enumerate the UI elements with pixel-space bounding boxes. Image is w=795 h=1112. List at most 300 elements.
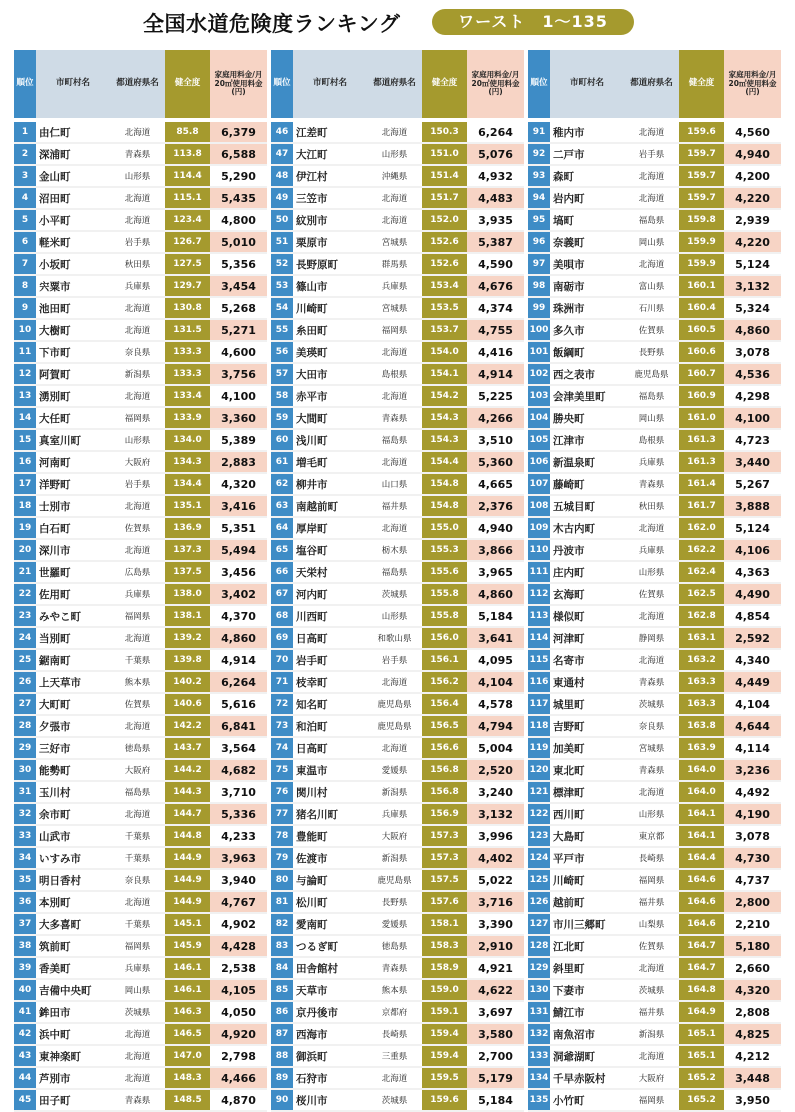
score-cell: 160.5	[679, 320, 724, 342]
score-cell: 162.8	[679, 606, 724, 628]
rank-cell: 64	[271, 518, 293, 540]
prefecture-cell: 北海道	[624, 188, 679, 210]
score-cell: 126.7	[165, 232, 210, 254]
prefecture-cell: 石川県	[624, 298, 679, 320]
fee-cell: 5,124	[724, 254, 781, 276]
prefecture-cell: 山形県	[367, 144, 422, 166]
table-row	[271, 474, 524, 496]
rank-cell: 38	[14, 936, 36, 958]
fee-cell: 2,883	[210, 452, 267, 474]
rank-cell: 116	[528, 672, 550, 694]
rank-cell: 39	[14, 958, 36, 980]
score-cell: 160.1	[679, 276, 724, 298]
city-cell: 香美町	[36, 958, 110, 980]
prefecture-cell: 北海道	[110, 122, 165, 144]
rank-cell: 60	[271, 430, 293, 452]
table-row	[528, 364, 781, 386]
city-cell: 日高町	[293, 738, 367, 760]
table-row	[528, 826, 781, 848]
score-cell: 155.8	[422, 584, 467, 606]
prefecture-cell: 栃木県	[367, 540, 422, 562]
table-row	[528, 276, 781, 298]
score-cell: 156.6	[422, 738, 467, 760]
fee-cell: 2,939	[724, 210, 781, 232]
table-row	[14, 452, 267, 474]
prefecture-cell: 静岡県	[624, 628, 679, 650]
prefecture-cell: 北海道	[367, 452, 422, 474]
prefecture-cell: 兵庫県	[110, 958, 165, 980]
rank-cell: 91	[528, 122, 550, 144]
prefecture-cell: 北海道	[110, 210, 165, 232]
prefecture-cell: 北海道	[367, 342, 422, 364]
table-row	[528, 540, 781, 562]
score-cell: 114.4	[165, 166, 210, 188]
fee-cell: 3,697	[467, 1002, 524, 1024]
prefecture-cell: 福井県	[367, 496, 422, 518]
score-cell: 157.5	[422, 870, 467, 892]
rank-cell: 84	[271, 958, 293, 980]
rank-cell: 108	[528, 496, 550, 518]
prefecture-cell: 山形県	[624, 804, 679, 826]
fee-cell: 4,298	[724, 386, 781, 408]
fee-cell: 4,320	[724, 980, 781, 1002]
rank-cell: 2	[14, 144, 36, 166]
prefecture-cell: 岩手県	[110, 474, 165, 496]
table-row	[271, 606, 524, 628]
rank-cell: 103	[528, 386, 550, 408]
score-cell: 159.0	[422, 980, 467, 1002]
rank-cell: 50	[271, 210, 293, 232]
prefecture-cell: 福島県	[367, 562, 422, 584]
table-row	[14, 518, 267, 540]
table-row	[528, 694, 781, 716]
table-row	[14, 496, 267, 518]
score-cell: 142.2	[165, 716, 210, 738]
rank-cell: 3	[14, 166, 36, 188]
fee-cell: 3,236	[724, 760, 781, 782]
score-cell: 156.1	[422, 650, 467, 672]
score-cell: 113.8	[165, 144, 210, 166]
city-cell: 大町町	[36, 694, 110, 716]
prefecture-cell: 福岡県	[367, 320, 422, 342]
prefecture-cell: 茨城県	[624, 694, 679, 716]
rank-cell: 5	[14, 210, 36, 232]
fee-cell: 4,794	[467, 716, 524, 738]
fee-cell: 2,808	[724, 1002, 781, 1024]
score-cell: 140.6	[165, 694, 210, 716]
rank-cell: 101	[528, 342, 550, 364]
rank-cell: 114	[528, 628, 550, 650]
city-cell: 森町	[550, 166, 624, 188]
table-row	[14, 430, 267, 452]
prefecture-cell: 山梨県	[624, 914, 679, 936]
table-row	[271, 452, 524, 474]
score-cell: 152.0	[422, 210, 467, 232]
city-cell: 当別町	[36, 628, 110, 650]
table-row	[528, 562, 781, 584]
fee-cell: 3,716	[467, 892, 524, 914]
city-cell: 小平町	[36, 210, 110, 232]
rank-cell: 98	[528, 276, 550, 298]
rank-cell: 33	[14, 826, 36, 848]
fee-cell: 4,106	[724, 540, 781, 562]
table-row	[271, 518, 524, 540]
rank-cell: 107	[528, 474, 550, 496]
city-cell: 深浦町	[36, 144, 110, 166]
score-cell: 137.3	[165, 540, 210, 562]
score-cell: 152.6	[422, 232, 467, 254]
table-row	[528, 892, 781, 914]
prefecture-cell: 山形県	[367, 606, 422, 628]
fee-cell: 3,866	[467, 540, 524, 562]
rank-cell: 68	[271, 606, 293, 628]
rank-cell: 52	[271, 254, 293, 276]
table-row	[271, 694, 524, 716]
score-cell: 138.0	[165, 584, 210, 606]
table-row	[14, 848, 267, 870]
table-row	[271, 408, 524, 430]
prefecture-cell: 福岡県	[110, 936, 165, 958]
fee-cell: 3,402	[210, 584, 267, 606]
city-cell: 西川町	[550, 804, 624, 826]
prefecture-cell: 愛媛県	[367, 914, 422, 936]
city-cell: 和泊町	[293, 716, 367, 738]
fee-cell: 4,560	[724, 122, 781, 144]
table-row	[528, 760, 781, 782]
score-cell: 152.6	[422, 254, 467, 276]
table-row	[271, 496, 524, 518]
table-row	[14, 474, 267, 496]
fee-cell: 5,389	[210, 430, 267, 452]
rank-cell: 21	[14, 562, 36, 584]
table-row	[528, 870, 781, 892]
ranking-panel-2	[271, 50, 524, 1112]
table-row	[528, 496, 781, 518]
fee-cell: 3,996	[467, 826, 524, 848]
prefecture-cell: 北海道	[367, 738, 422, 760]
score-cell: 144.9	[165, 892, 210, 914]
rank-cell: 126	[528, 892, 550, 914]
fee-cell: 4,100	[210, 386, 267, 408]
city-cell: 五城目町	[550, 496, 624, 518]
prefecture-cell: 兵庫県	[110, 276, 165, 298]
score-cell: 133.3	[165, 364, 210, 386]
prefecture-cell: 岩手県	[367, 650, 422, 672]
rank-cell: 18	[14, 496, 36, 518]
prefecture-cell: 島根県	[367, 364, 422, 386]
fee-cell: 4,363	[724, 562, 781, 584]
table-row	[14, 650, 267, 672]
score-cell: 164.6	[679, 892, 724, 914]
score-cell: 158.1	[422, 914, 467, 936]
rank-cell: 76	[271, 782, 293, 804]
prefecture-cell: 千葉県	[110, 826, 165, 848]
fee-cell: 2,376	[467, 496, 524, 518]
score-cell: 134.3	[165, 452, 210, 474]
fee-cell: 4,755	[467, 320, 524, 342]
city-cell: 厚岸町	[293, 518, 367, 540]
city-cell: 庄内町	[550, 562, 624, 584]
prefecture-cell: 福岡県	[624, 1090, 679, 1112]
city-cell: 豊能町	[293, 826, 367, 848]
score-cell: 164.1	[679, 826, 724, 848]
table-row	[528, 914, 781, 936]
score-cell: 156.9	[422, 804, 467, 826]
score-cell: 154.2	[422, 386, 467, 408]
table-row	[271, 980, 524, 1002]
table-row	[528, 804, 781, 826]
fee-cell: 5,324	[724, 298, 781, 320]
prefecture-cell: 千葉県	[110, 650, 165, 672]
score-cell: 162.4	[679, 562, 724, 584]
rank-cell: 77	[271, 804, 293, 826]
score-cell: 160.4	[679, 298, 724, 320]
fee-cell: 2,538	[210, 958, 267, 980]
city-cell: 伊江村	[293, 166, 367, 188]
city-cell: 軽米町	[36, 232, 110, 254]
prefecture-cell: 島根県	[624, 430, 679, 452]
rank-cell: 44	[14, 1068, 36, 1090]
score-cell: 157.3	[422, 848, 467, 870]
table-row	[528, 386, 781, 408]
prefecture-cell: 北海道	[110, 496, 165, 518]
table-row	[14, 1046, 267, 1068]
table-row	[271, 122, 524, 144]
fee-cell: 4,860	[210, 628, 267, 650]
city-cell: 芦別市	[36, 1068, 110, 1090]
score-cell: 165.1	[679, 1046, 724, 1068]
prefecture-cell: 青森県	[110, 144, 165, 166]
prefecture-cell: 兵庫県	[110, 584, 165, 606]
score-cell: 162.5	[679, 584, 724, 606]
city-cell: 美瑛町	[293, 342, 367, 364]
table-row	[271, 144, 524, 166]
fee-cell: 4,220	[724, 188, 781, 210]
city-cell: 鋸南町	[36, 650, 110, 672]
city-cell: 吉備中央町	[36, 980, 110, 1002]
city-cell: 石狩市	[293, 1068, 367, 1090]
fee-cell: 4,266	[467, 408, 524, 430]
rank-cell: 12	[14, 364, 36, 386]
rank-cell: 125	[528, 870, 550, 892]
prefecture-cell: 青森県	[624, 474, 679, 496]
city-cell: 城里町	[550, 694, 624, 716]
score-cell: 154.1	[422, 364, 467, 386]
prefecture-cell: 佐賀県	[624, 320, 679, 342]
rank-cell: 27	[14, 694, 36, 716]
prefecture-cell: 北海道	[367, 386, 422, 408]
city-cell: 天草市	[293, 980, 367, 1002]
score-cell: 143.7	[165, 738, 210, 760]
city-cell: 天栄村	[293, 562, 367, 584]
city-cell: 夕張市	[36, 716, 110, 738]
fee-cell: 3,710	[210, 782, 267, 804]
prefecture-cell: 大阪府	[624, 1068, 679, 1090]
fee-cell: 4,200	[724, 166, 781, 188]
rank-cell: 67	[271, 584, 293, 606]
city-cell: 川崎町	[293, 298, 367, 320]
city-cell: 関川村	[293, 782, 367, 804]
prefecture-cell: 山口県	[367, 474, 422, 496]
city-cell: 紋別市	[293, 210, 367, 232]
prefecture-cell: 佐賀県	[624, 936, 679, 958]
city-cell: つるぎ町	[293, 936, 367, 958]
fee-header: 家庭用料金/月20㎥使用料金(円)	[724, 50, 781, 122]
table-row	[14, 342, 267, 364]
rank-cell: 79	[271, 848, 293, 870]
city-cell: 明日香村	[36, 870, 110, 892]
table-row	[528, 1068, 781, 1090]
rank-cell: 110	[528, 540, 550, 562]
score-cell: 144.3	[165, 782, 210, 804]
city-cell: 珠洲市	[550, 298, 624, 320]
rank-cell: 122	[528, 804, 550, 826]
prefecture-cell: 千葉県	[110, 914, 165, 936]
rank-cell: 61	[271, 452, 293, 474]
table-row	[528, 232, 781, 254]
city-cell: 大任町	[36, 408, 110, 430]
city-cell: 東通村	[550, 672, 624, 694]
table-row	[528, 518, 781, 540]
score-cell: 137.5	[165, 562, 210, 584]
table-row	[271, 342, 524, 364]
rank-cell: 45	[14, 1090, 36, 1112]
city-cell: 知名町	[293, 694, 367, 716]
score-cell: 148.3	[165, 1068, 210, 1090]
table-row	[271, 738, 524, 760]
score-cell: 131.5	[165, 320, 210, 342]
score-cell: 138.1	[165, 606, 210, 628]
score-cell: 144.9	[165, 848, 210, 870]
score-header: 健全度	[165, 50, 210, 122]
rank-cell: 58	[271, 386, 293, 408]
rank-cell: 117	[528, 694, 550, 716]
fee-cell: 4,940	[724, 144, 781, 166]
rank-cell: 95	[528, 210, 550, 232]
score-cell: 144.2	[165, 760, 210, 782]
fee-cell: 2,210	[724, 914, 781, 936]
fee-cell: 4,340	[724, 650, 781, 672]
rank-cell: 9	[14, 298, 36, 320]
fee-cell: 3,448	[724, 1068, 781, 1090]
fee-cell: 4,095	[467, 650, 524, 672]
score-cell: 130.8	[165, 298, 210, 320]
prefecture-cell: 青森県	[367, 408, 422, 430]
fee-cell: 4,220	[724, 232, 781, 254]
table-row	[528, 606, 781, 628]
score-cell: 162.2	[679, 540, 724, 562]
table-row	[271, 584, 524, 606]
city-cell: 赤平市	[293, 386, 367, 408]
table-row	[14, 760, 267, 782]
score-cell: 160.7	[679, 364, 724, 386]
fee-cell: 4,902	[210, 914, 267, 936]
fee-cell: 3,888	[724, 496, 781, 518]
city-cell: いすみ市	[36, 848, 110, 870]
rank-cell: 133	[528, 1046, 550, 1068]
prefecture-cell: 長野県	[367, 892, 422, 914]
fee-cell: 5,435	[210, 188, 267, 210]
fee-cell: 4,665	[467, 474, 524, 496]
fee-cell: 5,336	[210, 804, 267, 826]
prefecture-cell: 北海道	[624, 958, 679, 980]
prefecture-cell: 岩手県	[110, 232, 165, 254]
rank-cell: 128	[528, 936, 550, 958]
prefecture-cell: 北海道	[624, 166, 679, 188]
prefecture-cell: 北海道	[110, 892, 165, 914]
fee-cell: 5,387	[467, 232, 524, 254]
city-cell: 越前町	[550, 892, 624, 914]
score-cell: 135.1	[165, 496, 210, 518]
rank-cell: 47	[271, 144, 293, 166]
prefecture-header: 都道府県名	[624, 50, 679, 122]
table-row	[271, 166, 524, 188]
fee-cell: 4,854	[724, 606, 781, 628]
fee-cell: 4,483	[467, 188, 524, 210]
score-cell: 145.9	[165, 936, 210, 958]
table-header-row	[271, 50, 524, 122]
prefecture-cell: 広島県	[110, 562, 165, 584]
score-cell: 140.2	[165, 672, 210, 694]
fee-cell: 4,800	[210, 210, 267, 232]
city-cell: 奈義町	[550, 232, 624, 254]
table-row	[528, 474, 781, 496]
city-cell: 南越前町	[293, 496, 367, 518]
fee-cell: 4,490	[724, 584, 781, 606]
rank-cell: 72	[271, 694, 293, 716]
city-cell: 浜中町	[36, 1024, 110, 1046]
score-cell: 164.0	[679, 782, 724, 804]
rank-cell: 22	[14, 584, 36, 606]
table-header-row	[14, 50, 267, 122]
score-cell: 164.8	[679, 980, 724, 1002]
rank-cell: 42	[14, 1024, 36, 1046]
prefecture-cell: 北海道	[110, 188, 165, 210]
city-cell: 小坂町	[36, 254, 110, 276]
rank-cell: 81	[271, 892, 293, 914]
city-cell: 士別市	[36, 496, 110, 518]
fee-cell: 4,212	[724, 1046, 781, 1068]
score-cell: 151.4	[422, 166, 467, 188]
fee-cell: 5,124	[724, 518, 781, 540]
score-cell: 164.9	[679, 1002, 724, 1024]
rank-cell: 69	[271, 628, 293, 650]
fee-cell: 5,010	[210, 232, 267, 254]
table-row	[271, 628, 524, 650]
table-row	[14, 826, 267, 848]
prefecture-cell: 新潟県	[110, 364, 165, 386]
city-cell: 東温市	[293, 760, 367, 782]
fee-cell: 5,356	[210, 254, 267, 276]
table-row	[271, 826, 524, 848]
score-cell: 153.5	[422, 298, 467, 320]
city-cell: 加美町	[550, 738, 624, 760]
city-cell: 栗原市	[293, 232, 367, 254]
table-row	[14, 1024, 267, 1046]
rank-cell: 49	[271, 188, 293, 210]
city-cell: みやこ町	[36, 606, 110, 628]
prefecture-cell: 北海道	[110, 716, 165, 738]
fee-cell: 4,860	[724, 320, 781, 342]
score-cell: 163.2	[679, 650, 724, 672]
score-cell: 164.6	[679, 914, 724, 936]
table-row	[271, 210, 524, 232]
fee-cell: 4,416	[467, 342, 524, 364]
prefecture-cell: 北海道	[110, 804, 165, 826]
fee-cell: 3,240	[467, 782, 524, 804]
rank-header: 順位	[271, 50, 293, 122]
fee-cell: 4,860	[467, 584, 524, 606]
